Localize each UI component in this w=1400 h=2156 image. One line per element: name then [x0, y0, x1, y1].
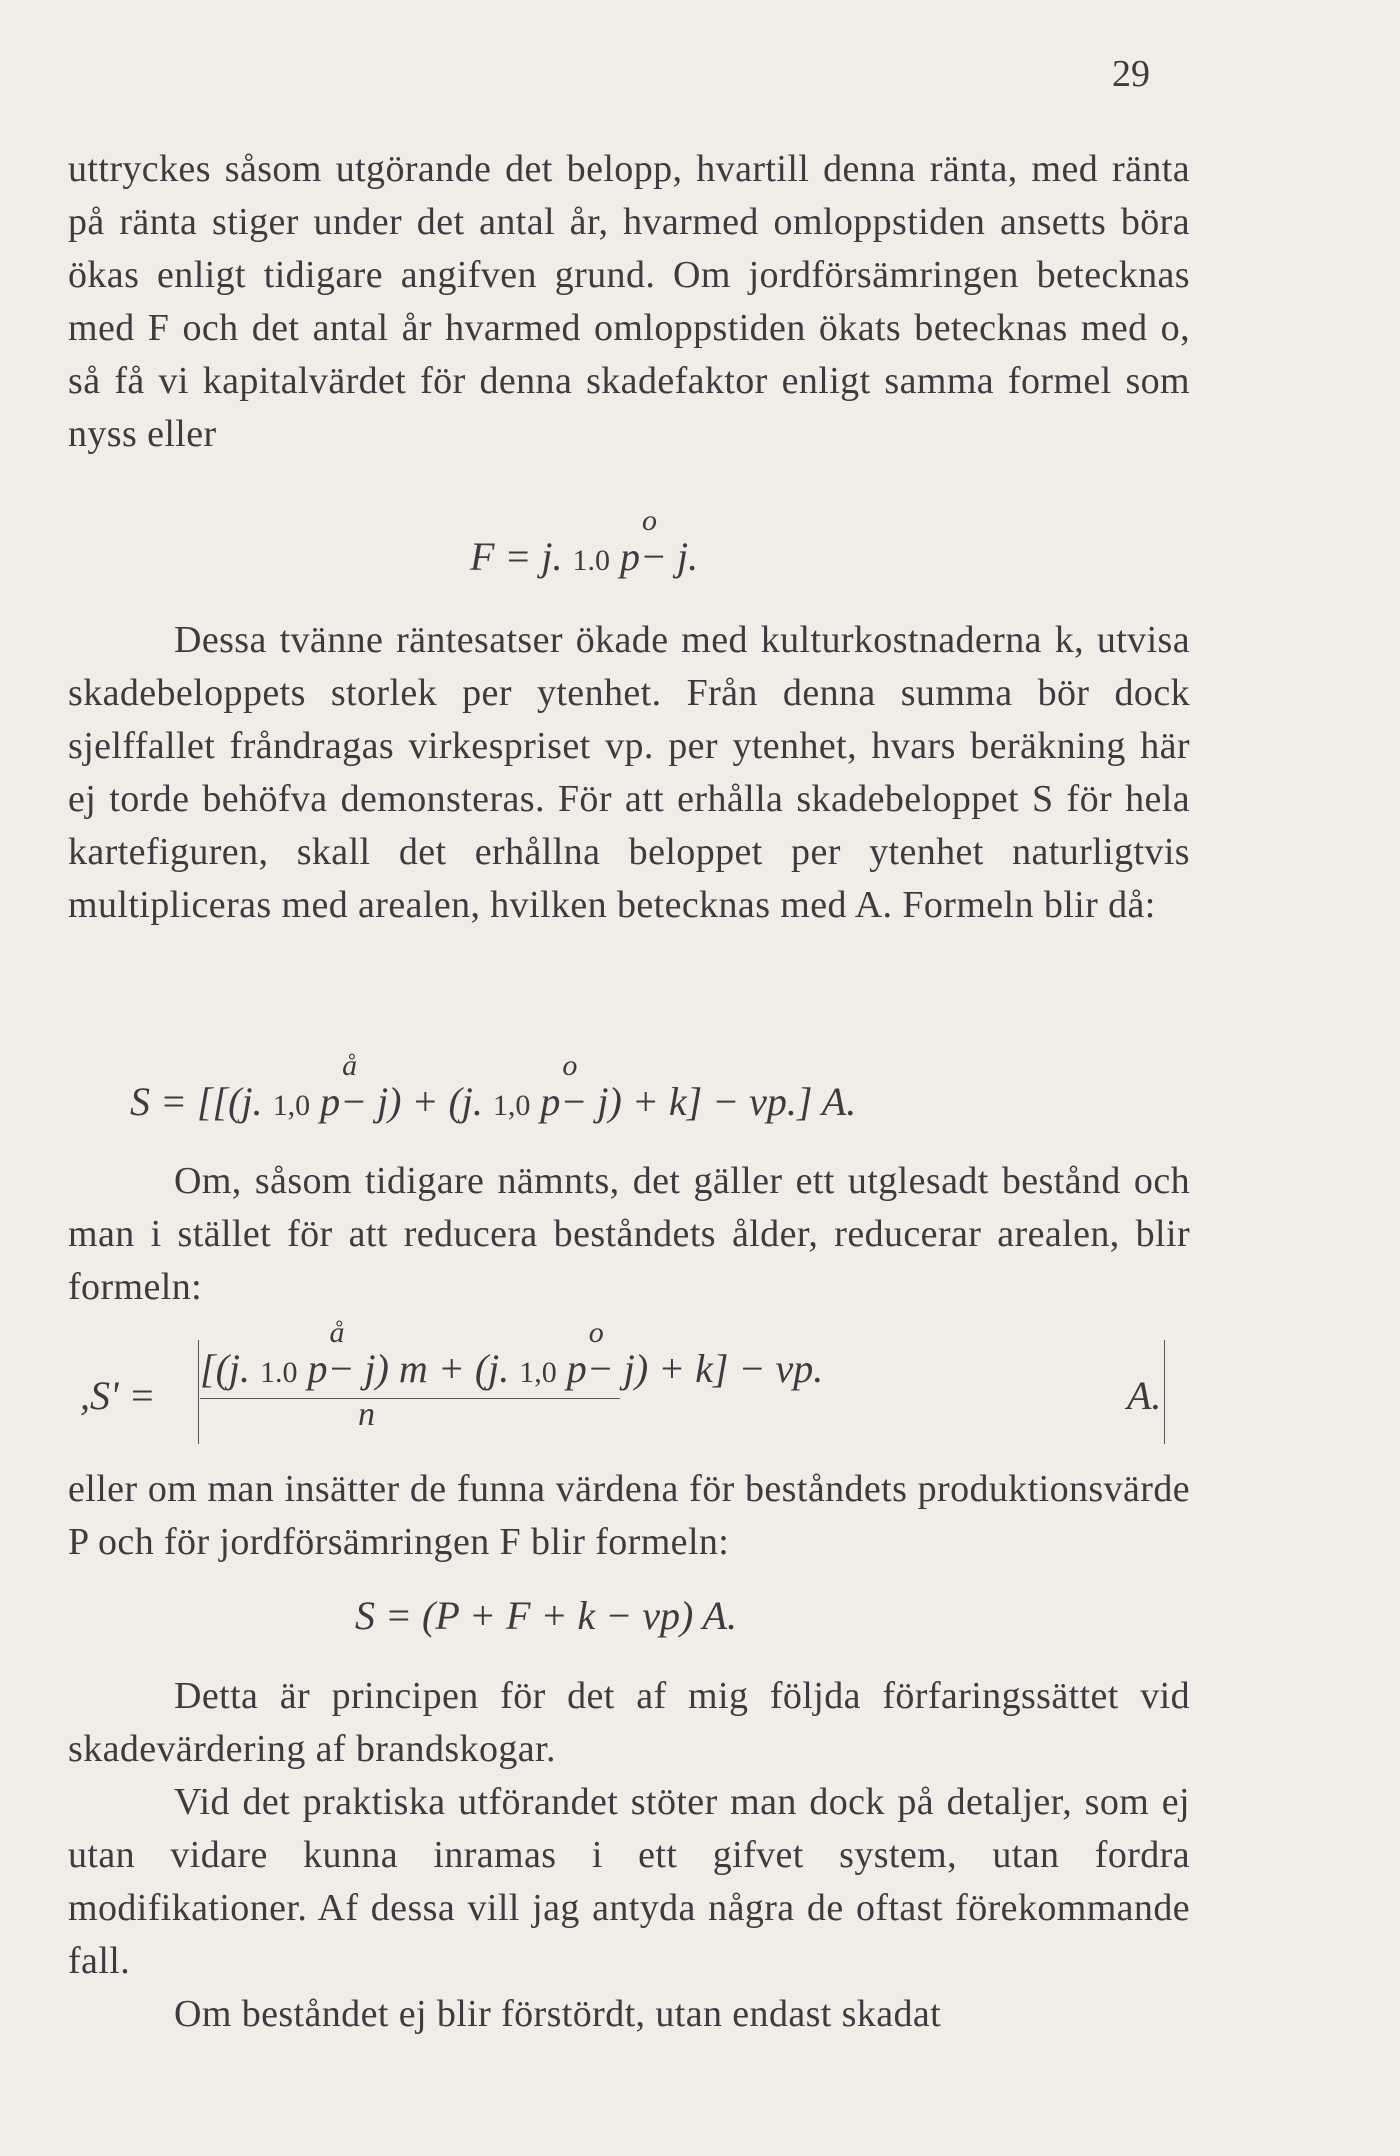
paragraph-6: Vid det praktiska utförandet stöter man dock på detaljer, som ej utan vidare kunna inramas i ett gifvet system, utan fordra modifikationer. Af dessa vill jag antyda några de oftast förekommande fall. — [68, 1781, 1190, 1982]
formula-f3-fraction-line — [200, 1398, 620, 1399]
formula-f-jordforsamring — [470, 504, 699, 580]
formula-f1-text: F = j. 1.0 p o − j. — [470, 504, 699, 579]
formula-f3-denominator: n — [358, 1396, 375, 1433]
formula-s-production: S = (P + F + k − vp) A. — [355, 1593, 737, 1638]
paragraph-4: eller om man insätter de funna värdena för beståndets produktionsvärde P och för jordförsämringen F blir formeln: — [68, 1468, 1190, 1563]
formula-f3-numerator: [(j. 1.0 p å − j) m + (j. 1,0 p o − j) + k] − vp. — [200, 1316, 824, 1391]
formula-f3-rhs: A. — [1127, 1373, 1162, 1418]
paragraph-1: uttryckes såsom utgörande det belopp, hvartill denna ränta, med ränta på ränta stiger under det antal år, hvarmed omloppstiden ansetts böra ökas enligt tidigare angifven grund. Om jordförsämringen betecknas med F och det antal år hvarmed omloppstiden ökats betecknas med o, så få vi kapitalvärdet för denna skadefaktor enligt samma formel som nyss eller — [68, 148, 1190, 455]
formula-s-total: S = [[(j. 1,0 p å − j) + (j. 1,0 p o − j) + k] − vp.] A. — [130, 1049, 857, 1124]
paragraph-3: Om, såsom tidigare nämnts, det gäller ett utglesadt bestånd och man i stället för att reducera beståndets ålder, reducerar arealen, blir formeln: — [68, 1160, 1190, 1308]
formula-f3-lhs: ,S' = — [80, 1373, 156, 1418]
formula-s-reduced-area — [80, 1316, 1180, 1450]
paragraph-5: Detta är principen för det af mig följda förfaringssättet vid skadevärdering af brandskogar. — [68, 1675, 1190, 1770]
page-number: 29 — [1112, 53, 1150, 95]
paragraph-7: Om beståndet ej blir förstördt, utan endast skadat — [174, 1993, 942, 2035]
paragraph-2: Dessa tvänne räntesatser ökade med kulturkostnaderna k, utvisa skadebeloppets storlek per ytenhet. Från denna summa bör dock sjelffallet fråndragas virkespriset vp. per ytenhet, hvars beräkning här ej torde behöfva demonsteras. För att erhålla skadebeloppet S för hela kartefiguren, skall det erhållna beloppet per ytenhet naturligtvis multipliceras med arealen, hvilken betecknas med A. Formeln blir då: — [68, 619, 1190, 926]
